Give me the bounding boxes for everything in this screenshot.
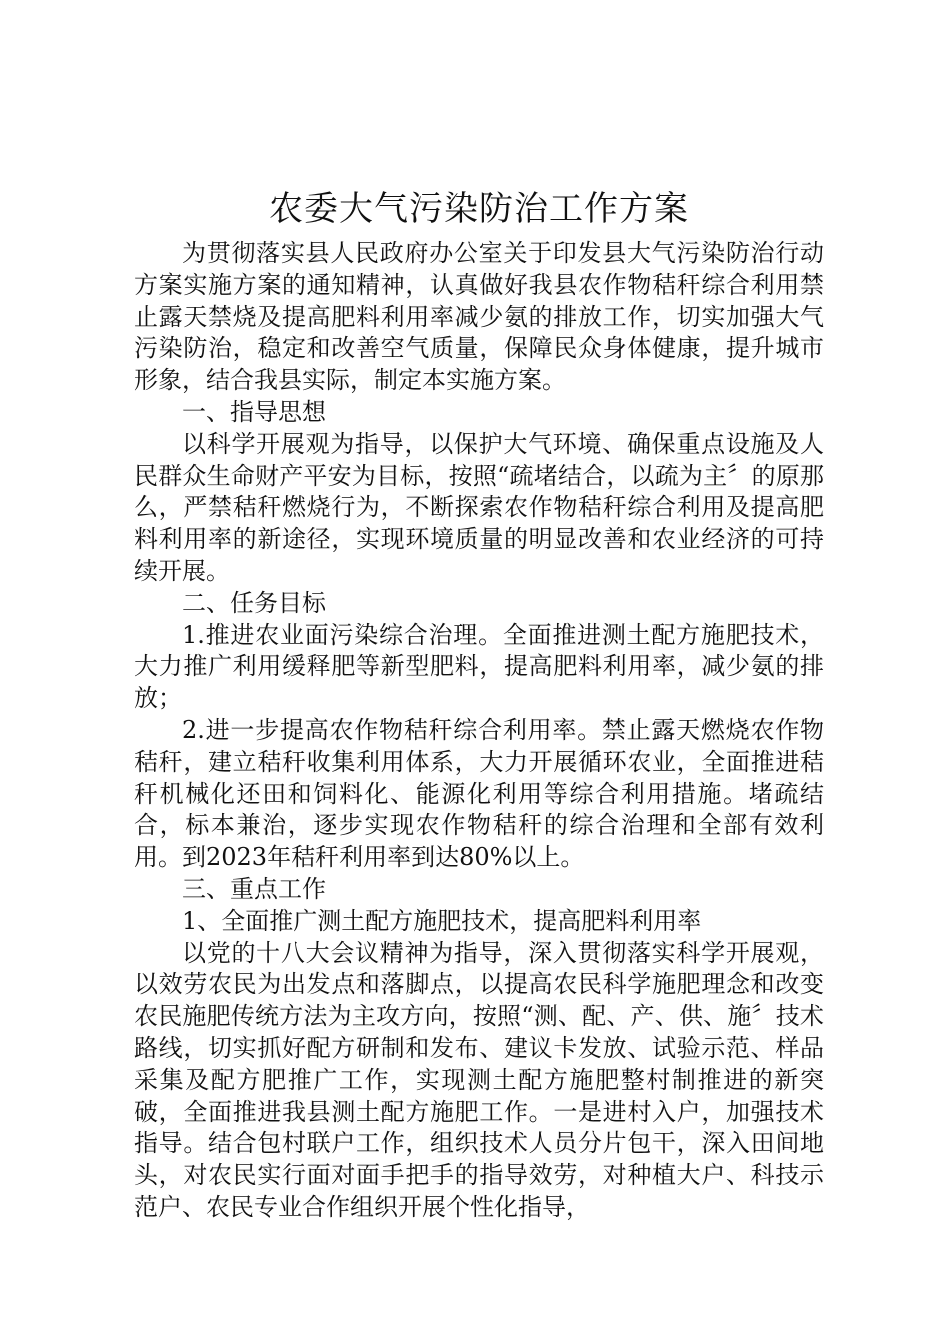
document-page	[134, 180, 824, 1224]
paragraph-key-work-1: 以党的十八大会议精神为指导，深入贯彻落实科学开展观，以效劳农民为出发点和落脚点，以提高农民科学施肥理念和改变农民施肥传统方法为主攻方向，按照“测、配、产、供、施〞技术路线，切实抓好配方研制和发布、建议卡发放、试验示范、样品采集及配方肥推广工作，实现测土配方施肥整村制推进的新突破，全面推进我县测土配方施肥工作。一是进村入户，加强技术指导。结合包村联户工作，组织技术人员分片包干，深入田间地头，对农民实行面对面手把手的指导效劳，对种植大户、科技示范户、农民专业合作组织开展个性化指导，	[134, 938, 824, 1221]
paragraph-intro: 为贯彻落实县人民政府办公室关于印发县大气污染防治行动方案实施方案的通知精神，认真做好我县农作物秸秆综合利用禁止露天禁烧及提高肥料利用率减少氨的排放工作，切实加强大气污染防治，稳定和改善空气质量，保障民众身体健康，提升城市形象，结合我县实际，制定本实施方案。	[134, 239, 824, 395]
heading-guiding-ideology: 一、指导思想	[182, 397, 326, 426]
document-title: 农委大气污染防治工作方案	[269, 189, 689, 229]
paragraph-goal-2: 2.进一步提高农作物秸秆综合利用率。禁止露天燃烧农作物秸秆，建立秸秆收集利用体系，大力开展循环农业，全面推进秸秆机械化还田和饲料化、能源化利用等综合利用措施。堵疏结合，标本兼治，逐步实现农作物秸秆的综合治理和全部有效利用。到2023年秸秆利用率到达80%以上。	[134, 715, 824, 872]
paragraph-goal-1: 1.推进农业面污染综合治理。全面推进测土配方施肥技术，大力推广利用缓释肥等新型肥料，提高肥料利用率，减少氨的排放；	[134, 620, 824, 713]
subheading-key-work-1: 1、全面推广测土配方施肥技术，提高肥料利用率	[182, 906, 702, 935]
heading-task-goals: 二、任务目标	[182, 588, 326, 617]
heading-key-work: 三、重点工作	[182, 874, 326, 903]
paragraph-guiding-ideology: 以科学开展观为指导，以保护大气环境、确保重点设施及人民群众生命财产平安为目标，按照“疏堵结合，以疏为主〞的原那么，严禁秸秆燃烧行为，不断探索农作物秸秆综合利用及提高肥料利用率的新途径，实现环境质量的明显改善和农业经济的可持续开展。	[134, 429, 824, 585]
